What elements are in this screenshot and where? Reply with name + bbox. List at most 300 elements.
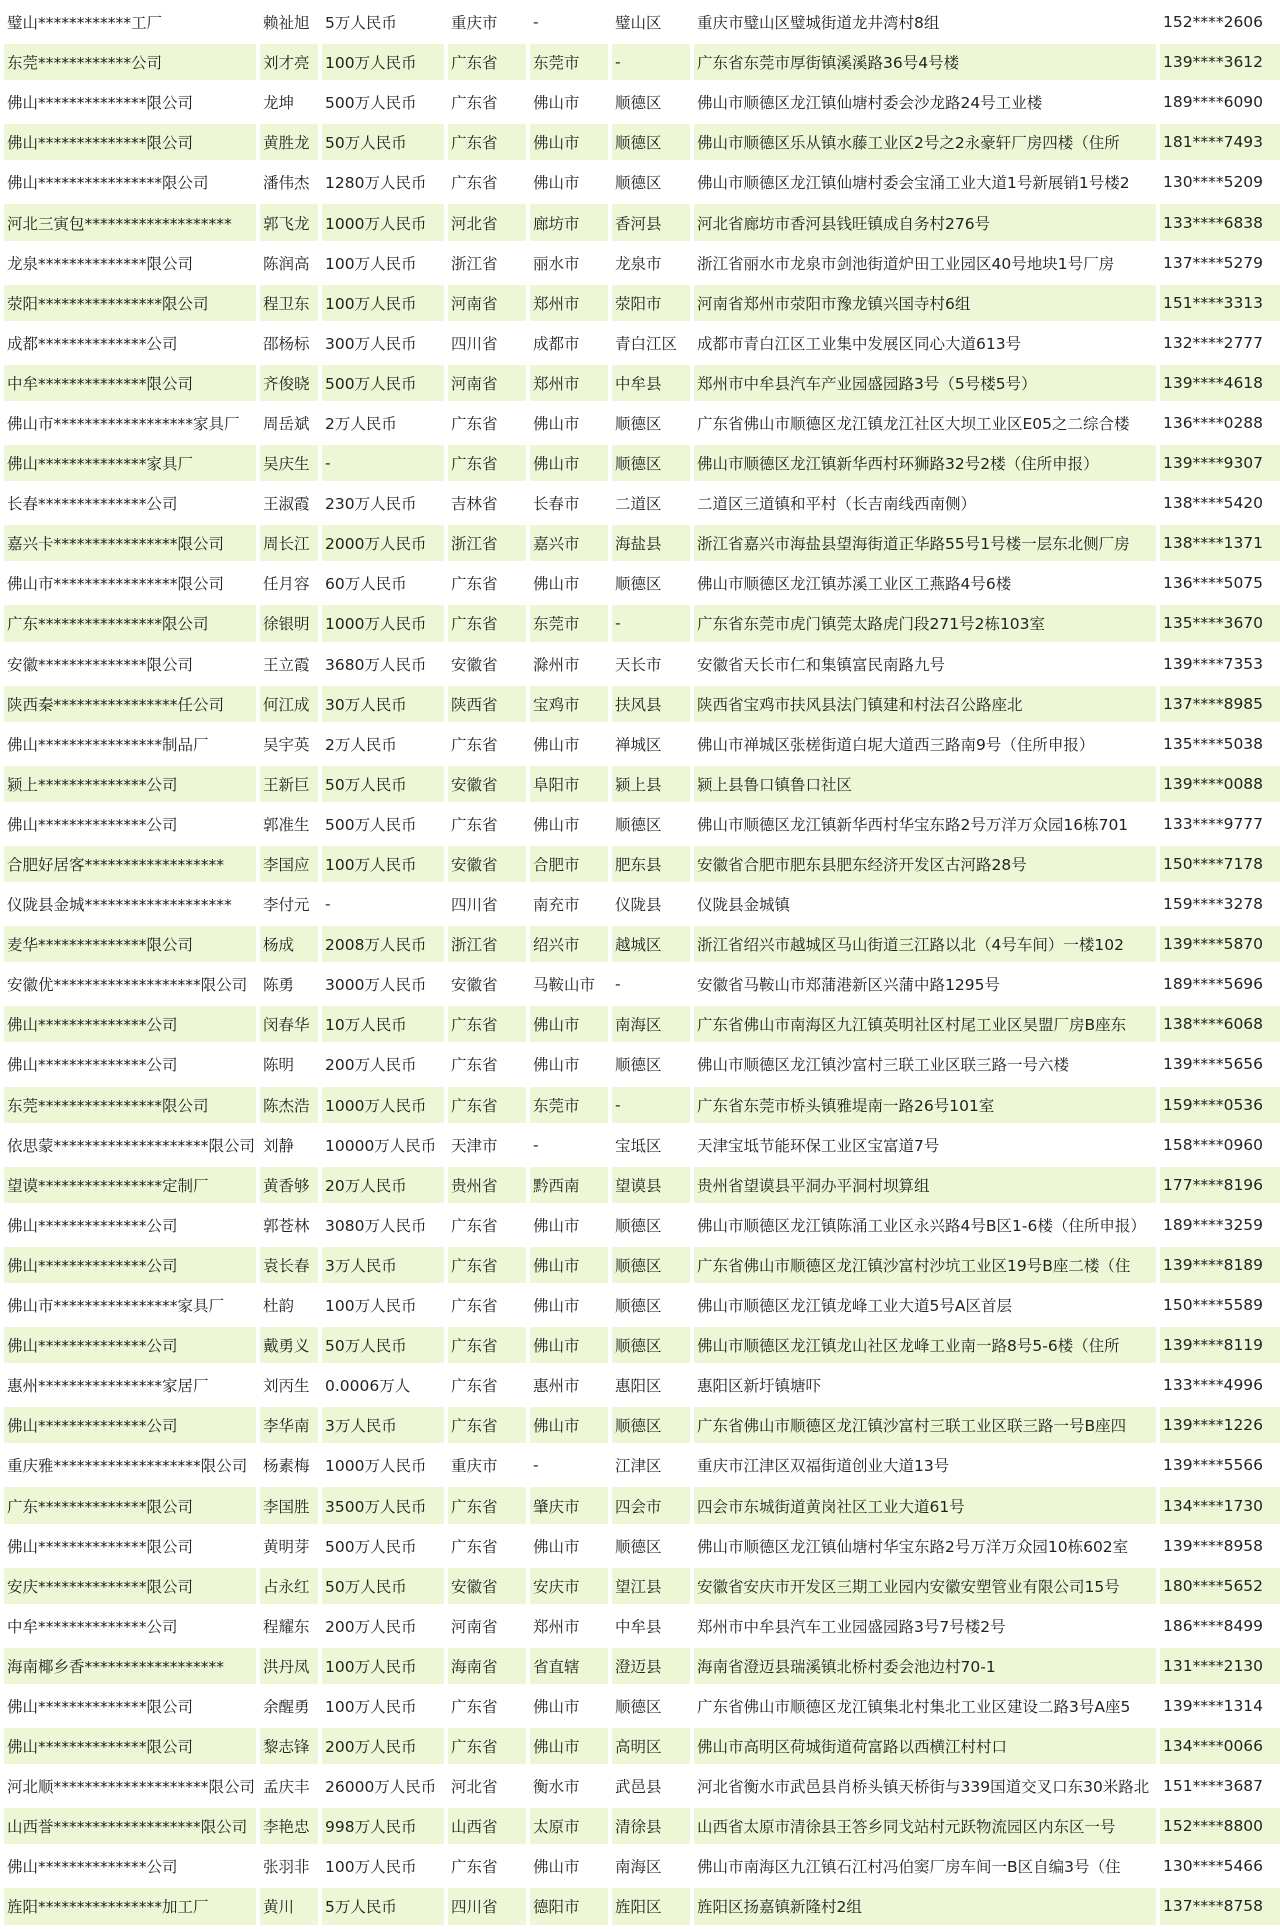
company-name-cell: 颍上**************公司 [4,766,256,802]
table-row [4,164,1280,200]
phone-cell: 181****7493 [1160,124,1280,160]
legal-rep-cell: 张羽非 [260,1848,318,1884]
legal-rep-cell: 李付元 [260,886,318,922]
registered-capital-cell: 3000万人民币 [322,966,444,1002]
legal-rep-cell: 吴庆生 [260,445,318,481]
phone-cell: 152****2606 [1160,4,1280,40]
province-cell: 浙江省 [448,926,526,962]
address-cell: 成都市青白江区工业集中发展区同心大道613号 [694,325,1156,361]
city-cell: 东莞市 [530,44,608,80]
address-cell: 佛山市顺德区龙江镇仙塘村委会沙龙路24号工业楼 [694,84,1156,120]
province-cell: 广东省 [448,1006,526,1042]
registered-capital-cell: 200万人民币 [322,1728,444,1764]
phone-cell: 151****3687 [1160,1768,1280,1804]
company-name-cell: 东莞************公司 [4,44,256,80]
legal-rep-cell: 李国应 [260,846,318,882]
district-cell: 顺德区 [612,1528,690,1564]
table-row [4,84,1280,120]
registered-capital-cell: - [322,886,444,922]
table-row [4,44,1280,80]
address-cell: 二道区三道镇和平村（长吉南线西南侧） [694,485,1156,521]
district-cell: 扶风县 [612,686,690,722]
address-cell: 郑州市中牟县汽车产业园盛园路3号（5号楼5号） [694,365,1156,401]
legal-rep-cell: 赖祉旭 [260,4,318,40]
district-cell: 荥阳市 [612,285,690,321]
registered-capital-cell: 200万人民币 [322,1608,444,1644]
table-row [4,204,1280,240]
district-cell: 颍上县 [612,766,690,802]
city-cell: 佛山市 [530,726,608,762]
registered-capital-cell: 1280万人民币 [322,164,444,200]
province-cell: 河南省 [448,1608,526,1644]
registered-capital-cell: 100万人民币 [322,1648,444,1684]
table-row [4,445,1280,481]
phone-cell: 186****8499 [1160,1608,1280,1644]
legal-rep-cell: 杨成 [260,926,318,962]
registered-capital-cell: 200万人民币 [322,1046,444,1082]
province-cell: 广东省 [448,1087,526,1123]
legal-rep-cell: 程耀东 [260,1608,318,1644]
legal-rep-cell: 闵春华 [260,1006,318,1042]
province-cell: 广东省 [448,164,526,200]
legal-rep-cell: 李艳忠 [260,1808,318,1844]
address-cell: 安徽省天长市仁和集镇富民南路九号 [694,646,1156,682]
district-cell: 高明区 [612,1728,690,1764]
legal-rep-cell: 王新巨 [260,766,318,802]
address-cell: 佛山市顺德区龙江镇新华西村环狮路32号2楼（住所申报） [694,445,1156,481]
table-row [4,766,1280,802]
company-name-cell: 安徽优*******************限公司 [4,966,256,1002]
table-row [4,1407,1280,1443]
province-cell: 浙江省 [448,525,526,561]
district-cell: 二道区 [612,485,690,521]
company-name-cell: 广东****************限公司 [4,605,256,641]
registered-capital-cell: 1000万人民币 [322,1447,444,1483]
address-cell: 佛山市顺德区乐从镇水藤工业区2号之2永豪轩厂房四楼（住所 [694,124,1156,160]
city-cell: 省直辖 [530,1648,608,1684]
district-cell: 中牟县 [612,365,690,401]
province-cell: 广东省 [448,445,526,481]
province-cell: 广东省 [448,565,526,601]
city-cell: 丽水市 [530,245,608,281]
legal-rep-cell: 王立霞 [260,646,318,682]
address-cell: 广东省佛山市顺德区龙江镇沙富村沙坑工业区19号B座二楼（住 [694,1247,1156,1283]
table-row [4,245,1280,281]
table-row [4,1768,1280,1804]
legal-rep-cell: 周长江 [260,525,318,561]
phone-cell: 139****8119 [1160,1327,1280,1363]
district-cell: 顺德区 [612,405,690,441]
table-row [4,1648,1280,1684]
company-name-cell: 中牟**************公司 [4,1608,256,1644]
city-cell: 绍兴市 [530,926,608,962]
city-cell: 太原市 [530,1808,608,1844]
city-cell: 东莞市 [530,605,608,641]
legal-rep-cell: 徐银明 [260,605,318,641]
company-name-cell: 惠州****************家居厂 [4,1367,256,1403]
company-name-cell: 安庆**************限公司 [4,1568,256,1604]
city-cell: 郑州市 [530,365,608,401]
phone-cell: 137****5279 [1160,245,1280,281]
table-row [4,1287,1280,1323]
district-cell: 禅城区 [612,726,690,762]
registered-capital-cell: 50万人民币 [322,766,444,802]
phone-cell: 189****6090 [1160,84,1280,120]
registered-capital-cell: 50万人民币 [322,124,444,160]
table-row [4,1327,1280,1363]
district-cell: 顺德区 [612,84,690,120]
phone-cell: 139****3612 [1160,44,1280,80]
phone-cell: 158****0960 [1160,1127,1280,1163]
address-cell: 佛山市顺德区龙江镇龙山社区龙峰工业南一路8号5-6楼（住所 [694,1327,1156,1363]
company-name-cell: 佛山**************限公司 [4,1688,256,1724]
province-cell: 广东省 [448,726,526,762]
province-cell: 河南省 [448,285,526,321]
legal-rep-cell: 吴宇英 [260,726,318,762]
registered-capital-cell: 5万人民币 [322,4,444,40]
province-cell: 河南省 [448,365,526,401]
address-cell: 颍上县鲁口镇鲁口社区 [694,766,1156,802]
registered-capital-cell: 3080万人民币 [322,1207,444,1243]
table-row [4,1207,1280,1243]
company-name-cell: 重庆雅*******************限公司 [4,1447,256,1483]
address-cell: 海南省澄迈县瑞溪镇北桥村委会池边村70-1 [694,1648,1156,1684]
address-cell: 广东省东莞市桥头镇雅堤南一路26号101室 [694,1087,1156,1123]
address-cell: 广东省佛山市顺德区龙江镇龙江社区大坝工业区E05之二综合楼 [694,405,1156,441]
registered-capital-cell: 0.0006万人 [322,1367,444,1403]
table-row [4,1608,1280,1644]
company-name-cell: 佛山**************公司 [4,1207,256,1243]
address-cell: 河北省廊坊市香河县钱旺镇成自务村276号 [694,204,1156,240]
district-cell: 南海区 [612,1848,690,1884]
address-cell: 佛山市顺德区龙江镇陈涌工业区永兴路4号B区1-6楼（住所申报） [694,1207,1156,1243]
district-cell: 天长市 [612,646,690,682]
province-cell: 广东省 [448,44,526,80]
legal-rep-cell: 洪丹凤 [260,1648,318,1684]
table-row [4,1808,1280,1844]
table-row [4,1046,1280,1082]
company-name-cell: 仪陇县金城******************* [4,886,256,922]
address-cell: 佛山市高明区荷城街道荷富路以西横江村村口 [694,1728,1156,1764]
phone-cell: 130****5209 [1160,164,1280,200]
phone-cell: 138****5420 [1160,485,1280,521]
province-cell: 广东省 [448,1487,526,1523]
legal-rep-cell: 袁长春 [260,1247,318,1283]
table-row [4,485,1280,521]
city-cell: 佛山市 [530,1688,608,1724]
company-name-cell: 中牟**************限公司 [4,365,256,401]
company-name-cell: 望谟****************定制厂 [4,1167,256,1203]
registered-capital-cell: 30万人民币 [322,686,444,722]
registered-capital-cell: 2万人民币 [322,405,444,441]
city-cell: - [530,1447,608,1483]
table-row [4,726,1280,762]
company-name-cell: 龙泉**************限公司 [4,245,256,281]
table-row [4,525,1280,561]
address-cell: 佛山市顺德区龙江镇龙峰工业大道5号A区首层 [694,1287,1156,1323]
company-name-cell: 佛山**************限公司 [4,124,256,160]
company-name-cell: 佛山**************公司 [4,1407,256,1443]
company-name-cell: 成都**************公司 [4,325,256,361]
city-cell: 佛山市 [530,405,608,441]
phone-cell: 139****1314 [1160,1688,1280,1724]
phone-cell: 133****9777 [1160,806,1280,842]
address-cell: 广东省东莞市虎门镇莞太路虎门段271号2栋103室 [694,605,1156,641]
legal-rep-cell: 潘伟杰 [260,164,318,200]
registered-capital-cell: 100万人民币 [322,44,444,80]
phone-cell: 159****0536 [1160,1087,1280,1123]
registered-capital-cell: 60万人民币 [322,565,444,601]
address-cell: 郑州市中牟县汽车工业园盛园路3号7号楼2号 [694,1608,1156,1644]
address-cell: 佛山市顺德区龙江镇仙塘村华宝东路2号万洋万众园10栋602室 [694,1528,1156,1564]
registered-capital-cell: 20万人民币 [322,1167,444,1203]
phone-cell: 132****2777 [1160,325,1280,361]
city-cell: - [530,4,608,40]
phone-cell: 139****5566 [1160,1447,1280,1483]
registered-capital-cell: 10万人民币 [322,1006,444,1042]
registered-capital-cell: 3680万人民币 [322,646,444,682]
district-cell: 武邑县 [612,1768,690,1804]
registered-capital-cell: 3万人民币 [322,1407,444,1443]
city-cell: 佛山市 [530,1006,608,1042]
province-cell: 重庆市 [448,4,526,40]
company-name-cell: 佛山市****************家具厂 [4,1287,256,1323]
city-cell: 安庆市 [530,1568,608,1604]
district-cell: 四会市 [612,1487,690,1523]
address-cell: 广东省佛山市南海区九江镇英明社区村尾工业区昊盟厂房B座东 [694,1006,1156,1042]
company-name-cell: 合肥好居客****************** [4,846,256,882]
registered-capital-cell: 2000万人民币 [322,525,444,561]
city-cell: 马鞍山市 [530,966,608,1002]
phone-cell: 134****0066 [1160,1728,1280,1764]
legal-rep-cell: 李国胜 [260,1487,318,1523]
province-cell: 广东省 [448,1848,526,1884]
legal-rep-cell: 刘才亮 [260,44,318,80]
address-cell: 重庆市江津区双福街道创业大道13号 [694,1447,1156,1483]
city-cell: 长春市 [530,485,608,521]
city-cell: 佛山市 [530,1528,608,1564]
phone-cell: 180****5652 [1160,1568,1280,1604]
table-row [4,1688,1280,1724]
province-cell: 四川省 [448,886,526,922]
company-name-cell: 佛山**************公司 [4,1006,256,1042]
address-cell: 天津宝坻节能环保工业区宝富道7号 [694,1127,1156,1163]
registered-capital-cell: 1000万人民币 [322,605,444,641]
registered-capital-cell: 2万人民币 [322,726,444,762]
phone-cell: 136****5075 [1160,565,1280,601]
registered-capital-cell: 2008万人民币 [322,926,444,962]
province-cell: 广东省 [448,1247,526,1283]
phone-cell: 130****5466 [1160,1848,1280,1884]
registered-capital-cell: 3500万人民币 [322,1487,444,1523]
district-cell: 旌阳区 [612,1888,690,1924]
company-name-cell: 佛山**************公司 [4,1848,256,1884]
district-cell: 望江县 [612,1568,690,1604]
city-cell: 德阳市 [530,1888,608,1924]
legal-rep-cell: 黄明芽 [260,1528,318,1564]
legal-rep-cell: 程卫东 [260,285,318,321]
address-cell: 安徽省安庆市开发区三期工业园内安徽安塑管业有限公司15号 [694,1568,1156,1604]
district-cell: 肥东县 [612,846,690,882]
phone-cell: 189****5696 [1160,966,1280,1002]
city-cell: 宝鸡市 [530,686,608,722]
legal-rep-cell: 陈明 [260,1046,318,1082]
province-cell: 广东省 [448,1046,526,1082]
company-name-cell: 佛山****************制品厂 [4,726,256,762]
city-cell: 佛山市 [530,1407,608,1443]
address-cell: 广东省佛山市顺德区龙江镇沙富村三联工业区联三路一号B座四 [694,1407,1156,1443]
city-cell: 黔西南 [530,1167,608,1203]
province-cell: 安徽省 [448,766,526,802]
company-name-cell: 佛山**************限公司 [4,84,256,120]
city-cell: 佛山市 [530,1848,608,1884]
province-cell: 安徽省 [448,966,526,1002]
province-cell: 广东省 [448,405,526,441]
province-cell: 四川省 [448,1888,526,1924]
district-cell: 中牟县 [612,1608,690,1644]
registered-capital-cell: 100万人民币 [322,846,444,882]
company-name-cell: 佛山**************限公司 [4,1528,256,1564]
legal-rep-cell: 王淑霞 [260,485,318,521]
legal-rep-cell: 郭苍林 [260,1207,318,1243]
table-row [4,365,1280,401]
company-name-cell: 荥阳****************限公司 [4,285,256,321]
company-name-cell: 佛山**************公司 [4,1046,256,1082]
address-cell: 惠阳区新圩镇塘吓 [694,1367,1156,1403]
company-name-cell: 璧山************工厂 [4,4,256,40]
phone-cell: 139****1226 [1160,1407,1280,1443]
phone-cell: 177****8196 [1160,1167,1280,1203]
city-cell: 佛山市 [530,164,608,200]
table-row [4,1247,1280,1283]
phone-cell: 138****1371 [1160,525,1280,561]
legal-rep-cell: 陈润高 [260,245,318,281]
city-cell: 佛山市 [530,445,608,481]
registered-capital-cell: 500万人民币 [322,84,444,120]
province-cell: 广东省 [448,1327,526,1363]
registered-capital-cell: 100万人民币 [322,285,444,321]
company-name-cell: 安徽**************限公司 [4,646,256,682]
city-cell: 廊坊市 [530,204,608,240]
address-cell: 河北省衡水市武邑县肖桥头镇天桥街与339国道交叉口东30米路北 [694,1768,1156,1804]
address-cell: 安徽省马鞍山市郑蒲港新区兴蒲中路1295号 [694,966,1156,1002]
company-name-cell: 佛山**************家具厂 [4,445,256,481]
address-cell: 佛山市南海区九江镇石江村冯伯窦厂房车间一B区自编3号（住 [694,1848,1156,1884]
legal-rep-cell: 黎志锋 [260,1728,318,1764]
address-cell: 浙江省嘉兴市海盐县望海街道正华路55号1号楼一层东北侧厂房 [694,525,1156,561]
company-name-cell: 佛山**************公司 [4,1327,256,1363]
address-cell: 佛山市顺德区龙江镇苏溪工业区工燕路4号6楼 [694,565,1156,601]
phone-cell: 150****5589 [1160,1287,1280,1323]
address-cell: 旌阳区扬嘉镇新隆村2组 [694,1888,1156,1924]
district-cell: 顺德区 [612,1046,690,1082]
company-table-body [4,4,1280,1925]
table-row [4,1447,1280,1483]
registered-capital-cell: 1000万人民币 [322,204,444,240]
table-row [4,1848,1280,1884]
table-row [4,1888,1280,1924]
legal-rep-cell: 刘静 [260,1127,318,1163]
district-cell: 清徐县 [612,1808,690,1844]
province-cell: 山西省 [448,1808,526,1844]
registered-capital-cell: 10000万人民币 [322,1127,444,1163]
table-row [4,1006,1280,1042]
table-row [4,124,1280,160]
phone-cell: 159****3278 [1160,886,1280,922]
phone-cell: 139****5870 [1160,926,1280,962]
district-cell: 望谟县 [612,1167,690,1203]
company-name-cell: 麦华**************限公司 [4,926,256,962]
legal-rep-cell: 杨素梅 [260,1447,318,1483]
province-cell: 浙江省 [448,245,526,281]
district-cell: 顺德区 [612,1247,690,1283]
phone-cell: 139****4618 [1160,365,1280,401]
province-cell: 四川省 [448,325,526,361]
phone-cell: 189****3259 [1160,1207,1280,1243]
district-cell: 顺德区 [612,1207,690,1243]
province-cell: 安徽省 [448,1568,526,1604]
table-row [4,1127,1280,1163]
phone-cell: 134****1730 [1160,1487,1280,1523]
phone-cell: 152****8800 [1160,1808,1280,1844]
district-cell: 顺德区 [612,1287,690,1323]
city-cell: 滁州市 [530,646,608,682]
province-cell: 广东省 [448,605,526,641]
district-cell: 南海区 [612,1006,690,1042]
province-cell: 陕西省 [448,686,526,722]
city-cell: 肇庆市 [530,1487,608,1523]
district-cell: 香河县 [612,204,690,240]
address-cell: 陕西省宝鸡市扶风县法门镇建和村法召公路座北 [694,686,1156,722]
city-cell: 衡水市 [530,1768,608,1804]
legal-rep-cell: 李华南 [260,1407,318,1443]
registered-capital-cell: 230万人民币 [322,485,444,521]
company-name-cell: 佛山市****************限公司 [4,565,256,601]
province-cell: 吉林省 [448,485,526,521]
city-cell: 佛山市 [530,565,608,601]
city-cell: 嘉兴市 [530,525,608,561]
phone-cell: 139****0088 [1160,766,1280,802]
company-name-cell: 长春**************公司 [4,485,256,521]
table-row [4,1167,1280,1203]
district-cell: 海盐县 [612,525,690,561]
province-cell: 广东省 [448,1688,526,1724]
legal-rep-cell: 齐俊晓 [260,365,318,401]
legal-rep-cell: 占永红 [260,1568,318,1604]
company-name-cell: 广东**************限公司 [4,1487,256,1523]
district-cell: 顺德区 [612,445,690,481]
address-cell: 浙江省绍兴市越城区马山街道三江路以北（4号车间）一楼102 [694,926,1156,962]
table-row [4,1728,1280,1764]
legal-rep-cell: 郭飞龙 [260,204,318,240]
registered-capital-cell: 5万人民币 [322,1888,444,1924]
phone-cell: 135****5038 [1160,726,1280,762]
legal-rep-cell: 刘丙生 [260,1367,318,1403]
district-cell: 龙泉市 [612,245,690,281]
phone-cell: 137****8758 [1160,1888,1280,1924]
city-cell: 佛山市 [530,84,608,120]
company-name-cell: 陕西秦****************任公司 [4,686,256,722]
table-row [4,846,1280,882]
legal-rep-cell: 陈杰浩 [260,1087,318,1123]
district-cell: 青白江区 [612,325,690,361]
city-cell: 佛山市 [530,1247,608,1283]
registered-capital-cell: 26000万人民币 [322,1768,444,1804]
phone-cell: 135****3670 [1160,605,1280,641]
district-cell: 顺德区 [612,1327,690,1363]
legal-rep-cell: 邵杨标 [260,325,318,361]
address-cell: 佛山市顺德区龙江镇新华西村华宝东路2号万洋万众园16栋701 [694,806,1156,842]
